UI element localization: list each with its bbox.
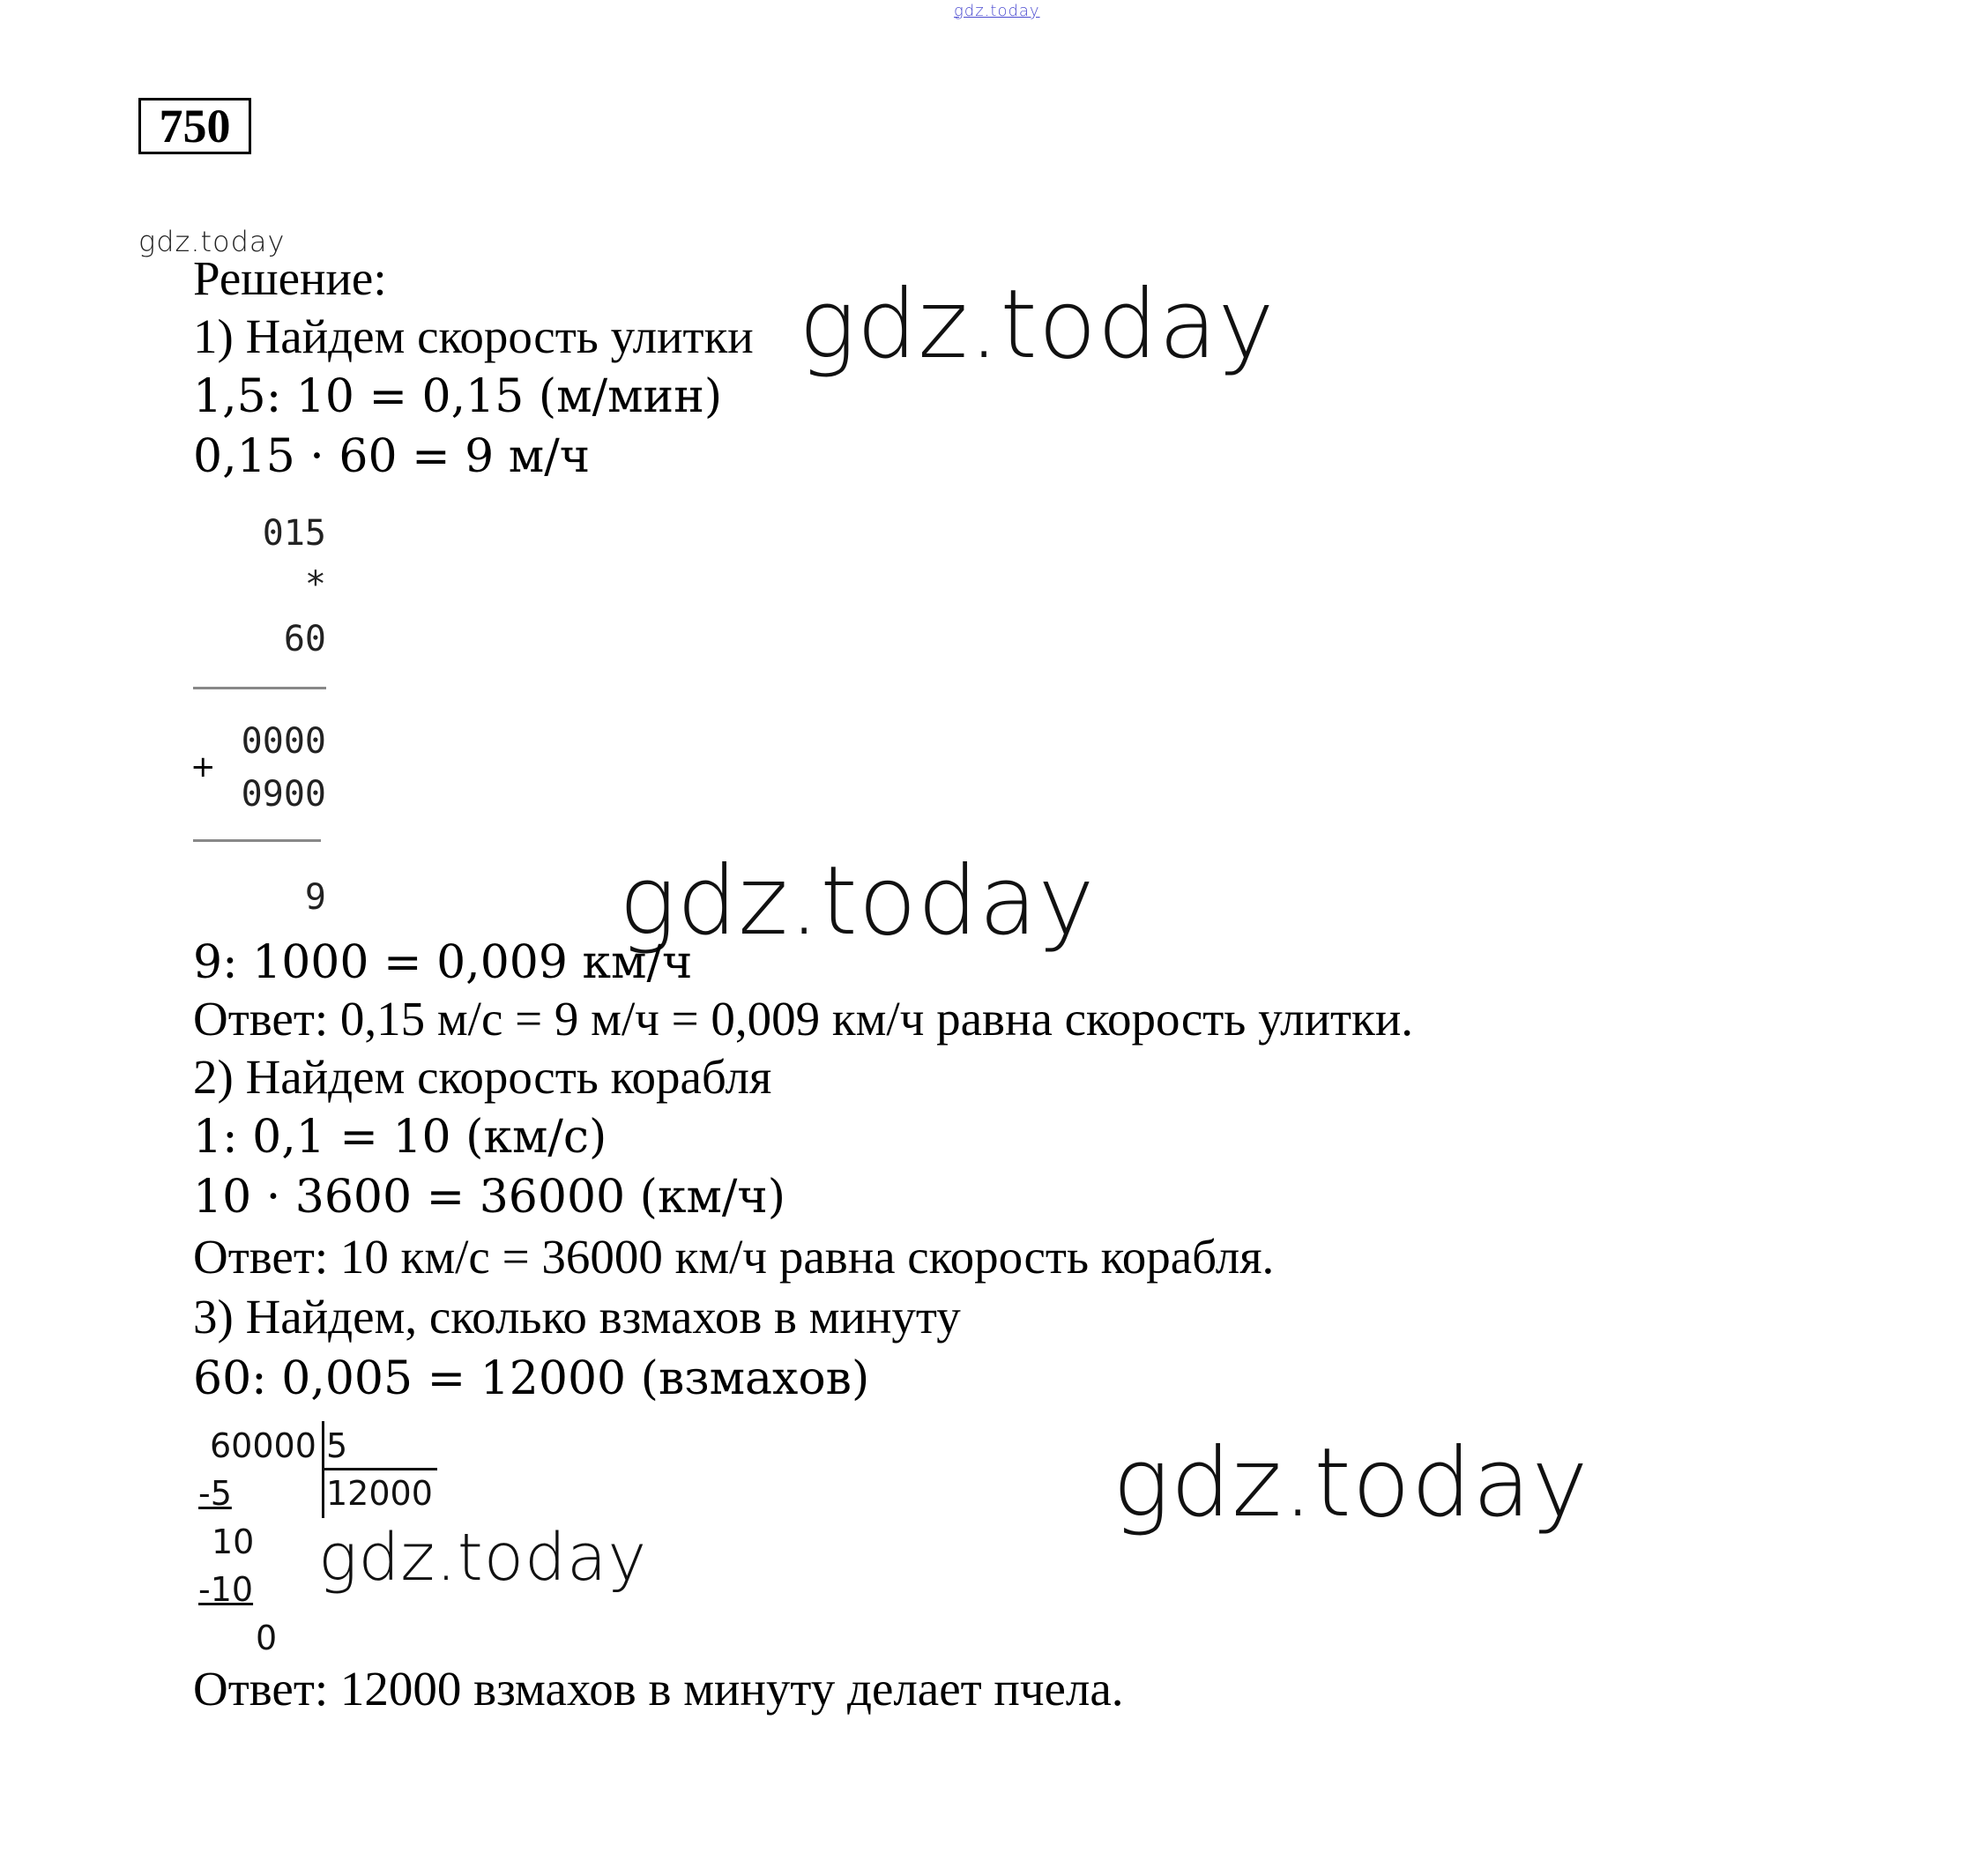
division-remainder-2: 0: [256, 1619, 278, 1657]
part1-answer: Ответ: 0,15 м/с = 9 м/ч = 0,009 км/ч равна скорость улитки.: [193, 992, 1413, 1046]
watermark-top: gdz.today: [954, 2, 1040, 20]
division-remainder-1: 10: [212, 1522, 255, 1561]
division-subtract-2: -10: [198, 1570, 254, 1609]
watermark-2: gdz.today: [619, 846, 1096, 957]
part2-eq1: 1: 0,1 = 10 (км/с): [193, 1111, 607, 1164]
division-quotient: 12000: [326, 1474, 433, 1513]
division-divisor: 5: [326, 1426, 348, 1465]
division-dividend: 60000: [210, 1426, 316, 1465]
watermark-small: gdz.today: [138, 225, 286, 258]
part2-title: 2) Найдем скорость корабля: [193, 1050, 772, 1104]
part3-eq1: 60: 0,005 = 12000 (взмахов): [193, 1352, 870, 1405]
part1-eq2: 0,15 · 60 = 9 м/ч: [193, 430, 591, 483]
column-partial-2: 0900: [241, 774, 326, 815]
part1-title: 1) Найдем скорость улитки: [193, 309, 754, 363]
column-result: 9: [304, 877, 326, 918]
column-plus: +: [190, 749, 216, 785]
watermark-1: gdz.today: [799, 270, 1276, 380]
part3-title: 3) Найдем, сколько взмахов в минуту: [193, 1290, 961, 1344]
column-operator: *: [304, 564, 326, 605]
watermark-3: gdz.today: [1113, 1428, 1589, 1538]
division-subtract-1: -5: [198, 1474, 232, 1513]
column-factor-b: 60: [283, 619, 326, 659]
solution-heading: Решение:: [193, 251, 387, 305]
watermark-4: gdz.today: [318, 1520, 648, 1596]
column-partial-1: 0000: [241, 721, 326, 762]
division-horizontal-line: [324, 1468, 437, 1470]
column-factor-a: 015: [262, 513, 326, 554]
part1-eq1: 1,5: 10 = 0,15 (м/мин): [193, 370, 723, 423]
column-rule-2: [193, 839, 321, 842]
column-rule-1: [193, 687, 326, 689]
part3-answer: Ответ: 12000 взмахов в минуту делает пчела.: [193, 1662, 1124, 1716]
part1-eq3: 9: 1000 = 0,009 км/ч: [193, 936, 693, 989]
part2-eq2: 10 · 3600 = 36000 (км/ч): [193, 1171, 786, 1224]
problem-number: 750: [138, 98, 251, 154]
part2-answer: Ответ: 10 км/с = 36000 км/ч равна скорость корабля.: [193, 1230, 1275, 1284]
